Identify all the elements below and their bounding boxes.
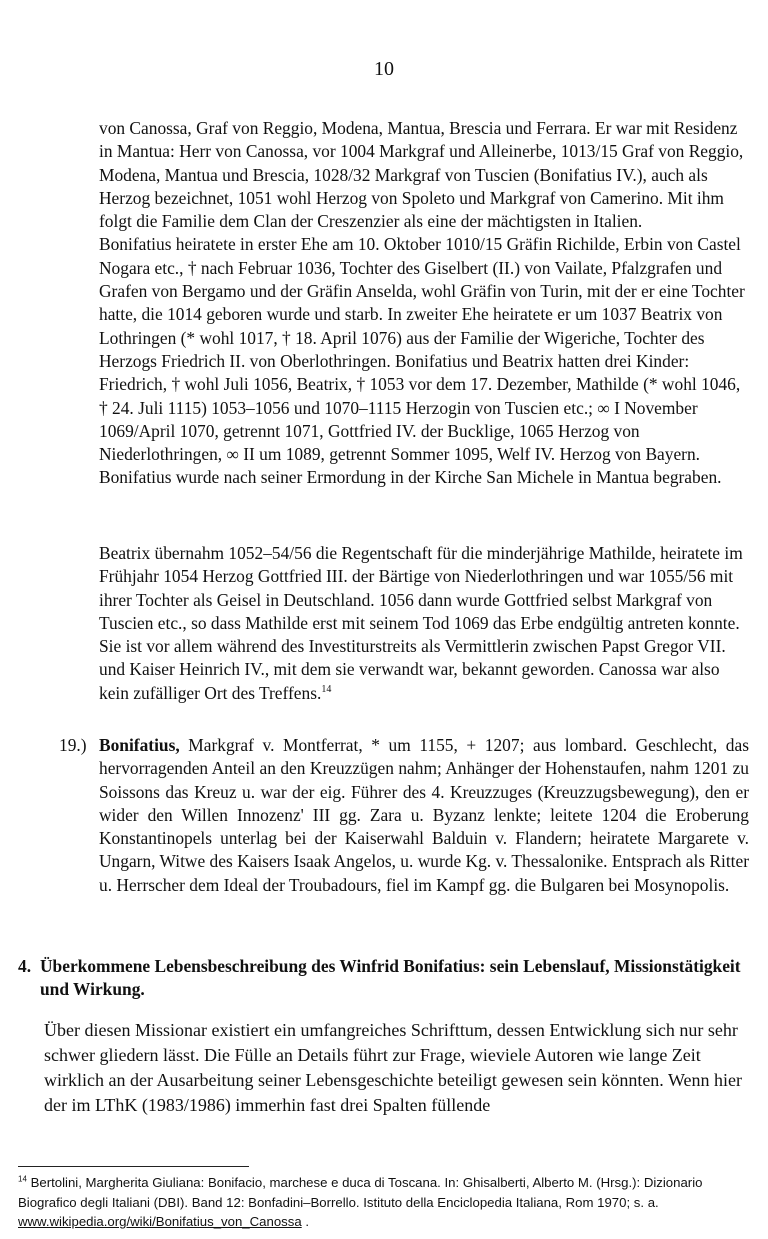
entry-name: Bonifatius, [99,735,180,755]
footnote-reference[interactable]: 14 [321,683,332,695]
entry-number: 19.) [59,735,87,755]
footnote-number: 14 [18,1174,27,1184]
footnote-divider [18,1166,249,1167]
section-number: 4. [18,956,32,976]
footnote-text: Bertolini, Margherita Giuliana: Bonifacio, marchese e duca di Toscana. In: Ghisalberti, Alberto M. (Hrsg.): Dizionario Biografico degli Italiani (DBI). Band 12: Bonfadini–Borrello. Istituto della Enciclopedia Italiana, Rom 1970; s. a. [18,1175,703,1210]
entry-19 [59,734,749,897]
paragraph-missionary [40,1018,750,1118]
page-number: 10 [374,58,394,80]
footnote-end: . [301,1214,310,1229]
footnote-link[interactable]: www.wikipedia.org/wiki/Bonifatius_von_Canossa [18,1214,302,1229]
footnote [18,1173,743,1232]
paragraph-beatrix [99,542,745,705]
section-title: Überkommene Lebensbeschreibung des Winfrid Bonifatius: sein Lebenslauf, Missionstätigkeit und Wirkung. [40,956,741,1000]
biography-text-block [99,117,745,490]
paragraph-beatrix-text: Beatrix übernahm 1052–54/56 die Regentschaft für die minderjährige Mathilde, heiratete im Frühjahr 1054 Herzog Gottfried III. der Bärtige von Niederlothringen und war 1055/56 mit ihrer Tochter als Geisel in Deutschland. 1056 dann wurde Gottfried selbst Markgraf von Tuscien etc., so dass Mathilde erst mit seinem Tod 1069 das Erbe endgültig antreten konnte. Sie ist vor allem während des Investiturstreits als Vermittlerin zwischen Papst Gregor VII. und Kaiser Heinrich IV., mit dem sie verwandt war, bekannt geworden. Canossa war also kein zufälliger Ort des Treffens. [99,543,743,703]
paragraph-residence: von Canossa, Graf von Reggio, Modena, Mantua, Brescia und Ferrara. Er war mit Residenz in Mantua: Herr von Canossa, vor 1004 Markgraf und Alleinerbe, 1013/15 Graf von Reggio, Modena, Mantua und Brescia, 1028/32 Markgraf von Tuscien (Bonifatius IV.), auch als Herzog bezeichnet, 1051 wohl Herzog von Spoleto und Markgraf von Camerino. Mit ihm folgt die Familie dem Clan der Creszenzier als eine der mächtigsten in Italien. [99,118,744,232]
entry-text: Markgraf v. Montferrat, * um 1155, + 1207; aus lombard. Geschlecht, das hervorragenden Anteil an den Kreuzzügen nahm; Anhänger der Hohenstaufen, nahm 1201 zu Soissons das Kreuz u. war der eig. Führer des 4. Kreuzzuges (Kreuzzugsbewegung), den er wider den Willen Innozenz' III gg. Zara u. Byzanz lenkte; leitete 1204 die Eroberung Konstantinopels unterlag bei der Kaiserwahl Balduin v. Flandern; heiratete Margarete v. Ungarn, Witwe des Kaisers Isaak Angelos, u. wurde Kg. v. Thessalonike. Entsprach als Ritter u. Herrscher dem Ideal der Troubadours, fiel im Kampf gg. die Bulgaren bei Mosynopolis. [99,735,750,895]
section-heading [18,955,748,1002]
paragraph-marriages: Bonifatius heiratete in erster Ehe am 10. Oktober 1010/15 Gräfin Richilde, Erbin von Castel Nogara etc., † nach Februar 1036, Tochter des Giselbert (II.) von Vailate, Pfalzgrafen und Grafen von Bergamo und der Gräfin Anselda, wohl Gräfin von Turin, mit der er eine Tochter hatte, die 1014 geboren wurde und starb. In zweiter Ehe heiratete er um 1037 Beatrix von Lothringen (* wohl 1017, † 18. April 1076) aus der Familie der Wigeriche, Tochter des Herzogs Friedrich II. von Oberlothringen. Bonifatius und Beatrix hatten drei Kinder: Friedrich, † wohl Juli 1056, Beatrix, † 1053 vor dem 17. Dezember, Mathilde (* wohl 1046, † 24. Juli 1115) 1053–1056 und 1070–1115 Herzogin von Tuscien etc.; ∞ I November 1069/April 1070, getrennt 1071, Gottfried IV. der Bucklige, 1065 Herzog von Niederlothringen, ∞ II um 1089, getrennt Sommer 1095, Welf IV. Herzog von Bayern. Bonifatius wurde nach seiner Ermordung in der Kirche San Michele in Mantua begraben. [99,234,745,488]
paragraph-missionary-text: Über diesen Missionar existiert ein umfangreiches Schrifttum, dessen Entwicklung sich nur sehr schwer gliedern lässt. Die Fülle an Details führt zur Frage, wieviele Autoren wie lange Zeit wirklich an der Ausarbeitung seiner Lebensgeschichte beteiligt gewesen sein könnten. Wenn hier der im LThK (1983/1986) immerhin fast drei Spalten füllende [44,1020,743,1115]
